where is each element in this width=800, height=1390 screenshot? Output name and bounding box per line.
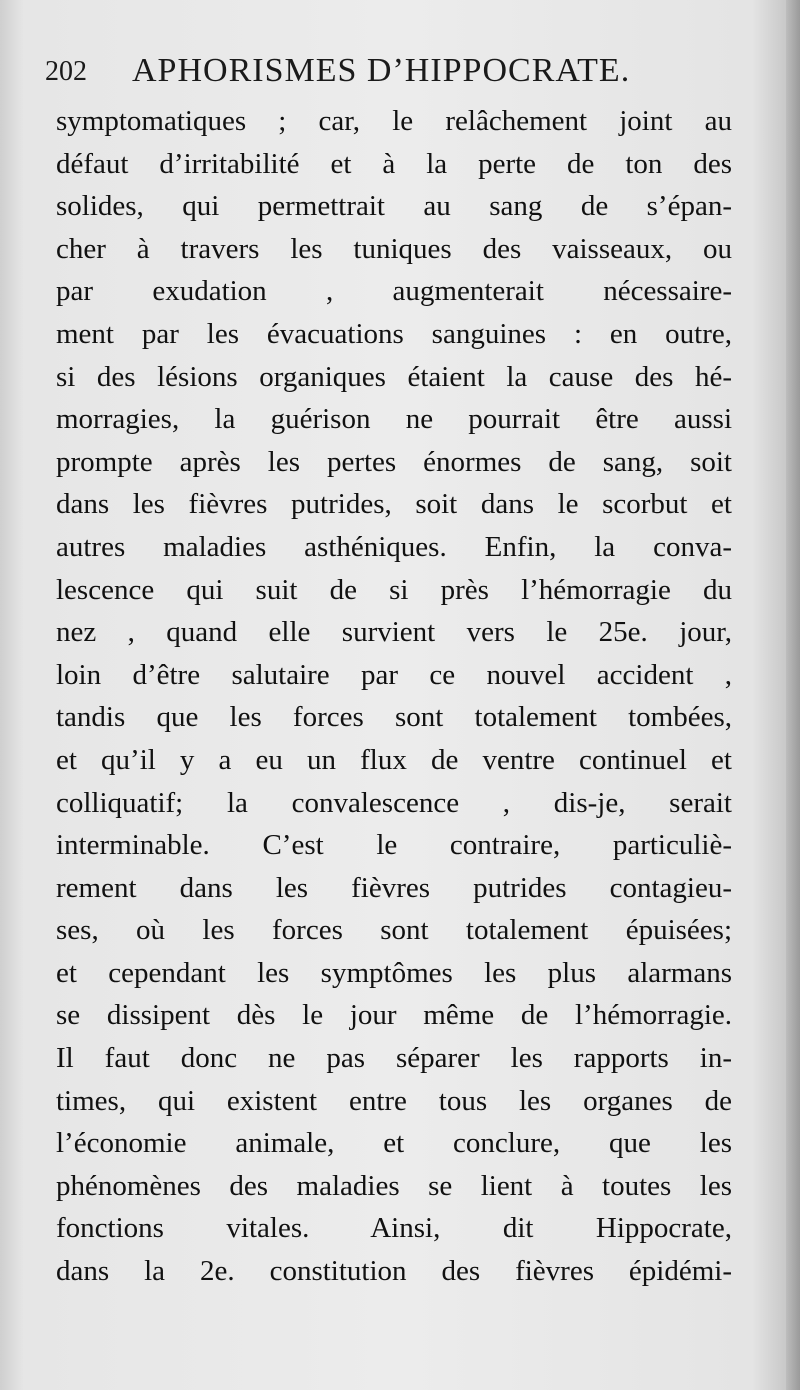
text-line: solides, qui permettrait au sang de s’épan- — [56, 190, 732, 223]
text-line: colliquatif; la convalescence , dis-je, serait — [56, 786, 732, 819]
text-line: si des lésions organiques étaient la cause des hé- — [56, 360, 732, 393]
text-line: morragies, la guérison ne pourrait être aussi — [56, 403, 732, 436]
text-line: ment par les évacuations sanguines : en outre, — [56, 317, 732, 350]
text-line: dans les fièvres putrides, soit dans le scorbut et — [56, 488, 732, 521]
text-line: ses, où les forces sont totalement épuisées; — [56, 914, 732, 947]
page-number: 202 — [45, 56, 87, 87]
text-line: et cependant les symptômes les plus alarmans — [56, 956, 732, 989]
text-line: lescence qui suit de si près l’hémorragie du — [56, 573, 732, 606]
text-line: cher à travers les tuniques des vaisseaux, ou — [56, 232, 732, 265]
page-header — [45, 50, 705, 94]
text-line: et qu’il y a eu un flux de ventre continuel et — [56, 743, 732, 776]
running-head: APHORISMES D’HIPPOCRATE. — [132, 52, 631, 89]
text-line: autres maladies asthéniques. Enfin, la conva- — [56, 530, 732, 563]
text-line: se dissipent dès le jour même de l’hémorragie. — [56, 999, 732, 1032]
text-line: rement dans les fièvres putrides contagieu- — [56, 871, 732, 904]
text-line: l’économie animale, et conclure, que les — [56, 1127, 732, 1160]
text-line: loin d’être salutaire par ce nouvel accident , — [56, 658, 732, 691]
text-line: fonctions vitales. Ainsi, dit Hippocrate, — [56, 1212, 732, 1245]
text-line: phénomènes des maladies se lient à toutes les — [56, 1169, 732, 1202]
text-line: dans la 2e. constitution des fièvres épidémi- — [56, 1255, 732, 1288]
text-line: prompte après les pertes énormes de sang, soit — [56, 445, 732, 478]
text-line: interminable. C’est le contraire, particuliè- — [56, 829, 732, 862]
text-line: défaut d’irritabilité et à la perte de ton des — [56, 147, 732, 180]
body-text — [56, 100, 732, 1293]
text-line: par exudation , augmenterait nécessaire- — [56, 275, 732, 308]
text-line: Il faut donc ne pas séparer les rapports in- — [56, 1042, 732, 1075]
text-line: nez , quand elle survient vers le 25e. jour, — [56, 616, 732, 649]
text-line: symptomatiques ; car, le relâchement joint au — [56, 105, 732, 137]
text-line: tandis que les forces sont totalement tombées, — [56, 701, 732, 734]
text-line: times, qui existent entre tous les organes de — [56, 1084, 732, 1117]
page-gutter-edge — [786, 0, 800, 1390]
